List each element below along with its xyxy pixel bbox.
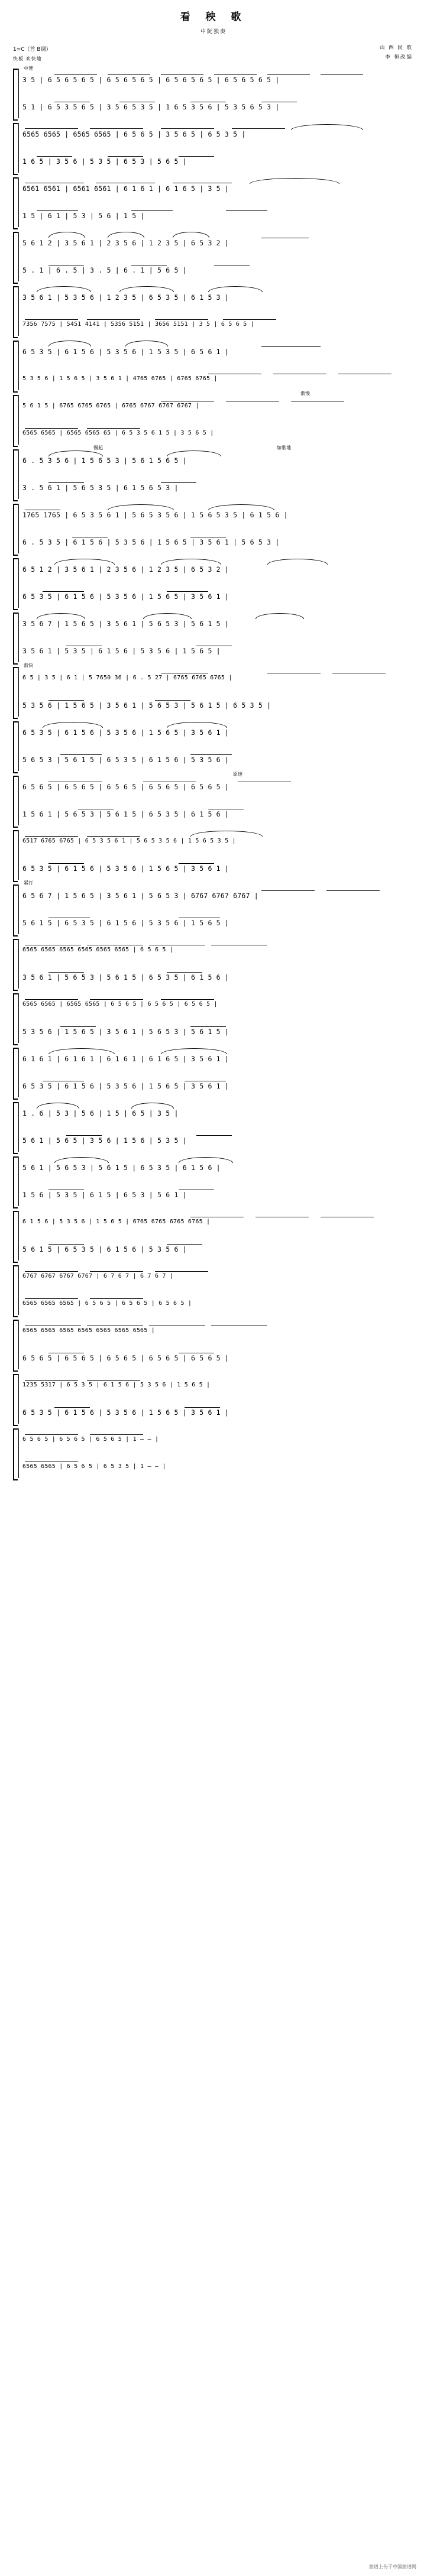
note-row: 5 6 1 5 | 6 5 3 5 | 6 1 5 6 | 5 3 5 6 | bbox=[22, 1245, 187, 1253]
expression-marking: 中速 bbox=[24, 66, 33, 71]
note-row: 3 5 6 1 | 5 3 5 | 6 1 5 6 | 5 3 5 6 | 1 5 6 5 | bbox=[22, 647, 221, 655]
note-row: 6561 6561 | 6561 6561 | 6 1 6 1 | 6 1 6 5 | 3 5 | bbox=[22, 184, 229, 193]
staff-lower bbox=[13, 311, 414, 338]
note-row: 6565 6565 | 6 5 6 5 | 6 5 3 5 | 1 — — | bbox=[22, 1463, 166, 1470]
site-watermark: 曲谱上传于中国曲谱网 bbox=[369, 2564, 416, 2569]
staff-upper bbox=[13, 393, 414, 420]
music-system bbox=[13, 773, 414, 828]
music-system bbox=[13, 991, 414, 1045]
note-row: 5 3 5 6 | 1 5 6 5 | 3 5 6 1 | 5 6 5 3 | 5 6 1 5 | 6 5 3 5 | bbox=[22, 701, 271, 709]
staff-upper bbox=[13, 719, 414, 746]
music-system bbox=[13, 284, 414, 338]
note-row: 1235 5317 | 6 5 3 5 | 6 1 5 6 | 5 3 5 6 | 1 5 6 5 | bbox=[22, 1382, 211, 1388]
staff-upper bbox=[13, 991, 414, 1018]
note-row: 1 6 5 | 3 5 6 | 5 3 5 | 6 5 3 | 5 6 5 | bbox=[22, 157, 187, 166]
staff-lower bbox=[13, 365, 414, 393]
staff-upper bbox=[13, 1317, 414, 1344]
note-row: 6 1 6 1 | 6 1 6 1 | 6 1 6 1 | 6 1 6 5 | 3 5 6 1 | bbox=[22, 1055, 229, 1063]
credit-arranger: 李 恒改编 bbox=[385, 54, 413, 60]
music-system bbox=[13, 338, 414, 393]
music-system bbox=[13, 1317, 414, 1372]
staff-upper bbox=[13, 1426, 414, 1453]
staff-upper bbox=[13, 556, 414, 583]
note-row: 6 . 5 3 5 | 6 1 5 6 | 5 3 5 6 | 1 5 6 5 | 3 5 6 1 | 5 6 5 3 | bbox=[22, 538, 280, 546]
staff-upper bbox=[13, 447, 414, 474]
note-row: 5 6 1 5 | 6765 6765 6765 | 6765 6767 6767 6767 | bbox=[22, 403, 199, 409]
staff-lower bbox=[13, 1072, 414, 1100]
music-system bbox=[13, 175, 414, 229]
staff-lower bbox=[13, 420, 414, 447]
note-row: 6 5 3 5 | 6 1 5 6 | 5 3 5 6 | 1 5 3 5 | 6 5 6 1 | bbox=[22, 348, 229, 356]
note-row: 5 . 1 | 6 . 5 | 3 . 5 | 6 . 1 | 5 6 5 | bbox=[22, 266, 187, 274]
staff-lower bbox=[13, 692, 414, 719]
music-system bbox=[13, 1045, 414, 1100]
staff-upper bbox=[13, 501, 414, 529]
staff-upper bbox=[13, 1045, 414, 1072]
music-system bbox=[13, 556, 414, 610]
staff-upper bbox=[13, 773, 414, 801]
page-subtitle: 中阮独奏 bbox=[200, 29, 227, 35]
staff-lower bbox=[13, 529, 414, 556]
staff-lower bbox=[13, 1181, 414, 1208]
note-row: 6 5 3 5 | 6 1 5 6 | 5 3 5 6 | 1 5 6 5 | 3 5 6 1 | bbox=[22, 864, 229, 873]
staff-upper bbox=[13, 121, 414, 148]
staff-upper bbox=[13, 284, 414, 311]
expression-marking: 慢起 bbox=[93, 445, 103, 451]
staff-lower bbox=[13, 964, 414, 991]
staff-upper bbox=[13, 937, 414, 964]
note-row: 3 5 | 6 5 6 5 6 5 | 6 5 6 5 6 5 | 6 5 6 5 6 5 | 6 5 6 5 6 5 | bbox=[22, 76, 280, 84]
music-system bbox=[13, 828, 414, 882]
staff-lower bbox=[13, 1399, 414, 1426]
staff-upper bbox=[13, 229, 414, 257]
staff-upper bbox=[13, 338, 414, 365]
note-row: 5 1 | 6 5 3 5 6 5 | 3 5 6 5 3 5 | 1 6 5 3 5 6 | 5 3 5 6 5 3 | bbox=[22, 103, 280, 111]
expression-marking: 紧打 bbox=[24, 880, 33, 886]
note-row: 3 5 6 7 | 1 5 6 5 | 3 5 6 1 | 5 6 5 3 | 5 6 1 5 | bbox=[22, 620, 229, 628]
note-row: 6 5 1 2 | 3 5 6 1 | 2 3 5 6 | 1 2 3 5 | 6 5 3 2 | bbox=[22, 565, 229, 573]
staff-upper bbox=[13, 175, 414, 202]
note-row: 5 6 1 | 5 6 5 3 | 5 6 1 5 | 6 5 3 5 | 6 1 5 6 | bbox=[22, 1164, 221, 1172]
note-row: 6 5 6 5 | 6 5 6 5 | 6 5 6 5 | 6 5 6 5 | 6 5 6 5 | bbox=[22, 783, 229, 791]
expression-marking: 渐快 bbox=[24, 663, 33, 668]
note-row: 6 1 5 6 | 5 3 5 6 | 1 5 6 5 | 6765 6765 6765 6765 | bbox=[22, 1219, 211, 1225]
music-system bbox=[13, 229, 414, 284]
note-row: 6767 6767 6767 6767 | 6 7 6 7 | 6 7 6 7 | bbox=[22, 1273, 174, 1279]
credit-source: 山 西 民 歌 bbox=[379, 45, 413, 51]
staff-upper bbox=[13, 1263, 414, 1290]
music-system bbox=[13, 1208, 414, 1263]
staff-lower bbox=[13, 801, 414, 828]
staff-upper bbox=[13, 610, 414, 637]
note-row: 5 6 5 3 | 5 6 1 5 | 6 5 3 5 | 6 1 5 6 | 5 3 5 6 | bbox=[22, 756, 229, 764]
staff-lower bbox=[13, 1018, 414, 1045]
staff-lower bbox=[13, 1344, 414, 1372]
staff-lower bbox=[13, 583, 414, 610]
staff-upper bbox=[13, 1154, 414, 1181]
music-system bbox=[13, 501, 414, 556]
staff-lower bbox=[13, 202, 414, 229]
music-systems bbox=[0, 66, 427, 1480]
staff-lower bbox=[13, 1236, 414, 1263]
music-system bbox=[13, 882, 414, 937]
note-row: 6 5 6 5 | 6 5 6 5 | 6 5 6 5 | 1 — — | bbox=[22, 1436, 159, 1443]
music-system bbox=[13, 393, 414, 447]
staff-lower bbox=[13, 93, 414, 121]
note-row: 1 . 6 | 5 3 | 5 6 | 1 5 | 6 5 | 3 5 | bbox=[22, 1109, 179, 1117]
note-row: 1 5 | 6 1 | 5 3 | 5 6 | 1 5 | bbox=[22, 212, 145, 220]
staff-upper bbox=[13, 882, 414, 909]
staff-lower bbox=[13, 1290, 414, 1317]
staff-lower bbox=[13, 909, 414, 937]
staff-lower bbox=[13, 855, 414, 882]
note-row: 5 6 1 5 | 6 5 3 5 | 6 1 5 6 | 5 3 5 6 | 1 5 6 5 | bbox=[22, 919, 229, 927]
staff-lower bbox=[13, 637, 414, 665]
note-row: 3 5 6 1 | 5 3 5 6 | 1 2 3 5 | 6 5 3 5 | 6 1 5 3 | bbox=[22, 293, 229, 302]
note-row: 6565 6565 | 6565 6565 65 | 6 5 3 5 6 1 5 | 3 5 6 5 | bbox=[22, 430, 214, 436]
staff-upper bbox=[13, 1208, 414, 1236]
expression-marking: 原速 bbox=[233, 772, 242, 777]
note-row: 6565 6565 6565 6565 6565 6565 6565 | bbox=[22, 1327, 155, 1334]
staff-upper bbox=[13, 66, 414, 93]
note-row: 6 5 6 5 | 6 5 6 5 | 6 5 6 5 | 6 5 6 5 | 6 5 6 5 | bbox=[22, 1354, 229, 1362]
music-system bbox=[13, 1372, 414, 1426]
music-system bbox=[13, 1426, 414, 1480]
note-row: 1765 1765 | 6 5 3 5 6 1 | 5 6 5 3 5 6 | 1 5 6 5 3 5 | 6 1 5 6 | bbox=[22, 511, 288, 519]
staff-lower bbox=[13, 474, 414, 501]
staff-upper bbox=[13, 665, 414, 692]
note-row: 6517 6765 6765 | 6 5 3 5 6 1 | 5 6 5 3 5 6 | 1 5 6 5 3 5 | bbox=[22, 838, 236, 844]
page-title: 看 秧 歌 bbox=[180, 11, 247, 23]
note-row: 5 3 5 6 | 1 5 6 5 | 3 5 6 1 | 5 6 5 3 | 5 6 1 5 | bbox=[22, 1028, 229, 1036]
music-system bbox=[13, 1100, 414, 1154]
music-system bbox=[13, 121, 414, 175]
music-system bbox=[13, 937, 414, 991]
staff-lower bbox=[13, 1453, 414, 1480]
note-row: 6 5 3 5 | 6 1 5 6 | 5 3 5 6 | 1 5 6 5 | 3 5 6 1 | bbox=[22, 1082, 229, 1090]
tempo-marking: 快板 欢快地 bbox=[13, 56, 42, 61]
key-signature: 1=C（首 B调） bbox=[13, 47, 51, 53]
music-system bbox=[13, 665, 414, 719]
music-system bbox=[13, 1154, 414, 1208]
music-system bbox=[13, 447, 414, 501]
staff-lower bbox=[13, 148, 414, 175]
note-row: 7356 7575 | 5451 4141 | 5356 5151 | 3656 5151 | 3 5 | 6 5 6 5 | bbox=[22, 321, 254, 328]
staff-lower bbox=[13, 1127, 414, 1154]
staff-upper bbox=[13, 1372, 414, 1399]
note-row: 6565 6565 6565 6565 6565 6565 | 6 5 6 5 | bbox=[22, 947, 174, 953]
note-row: 6 5 3 5 | 6 1 5 6 | 5 3 5 6 | 1 5 6 5 | 3 5 6 1 | bbox=[22, 728, 229, 737]
note-row: 5 3 5 6 | 1 5 6 5 | 3 5 6 1 | 4765 6765 | 6765 6765 | bbox=[22, 375, 218, 382]
note-row: 1 5 6 1 | 5 6 5 3 | 5 6 1 5 | 6 5 3 5 | 6 1 5 6 | bbox=[22, 810, 229, 818]
staff-lower bbox=[13, 746, 414, 773]
music-system bbox=[13, 610, 414, 665]
music-system bbox=[13, 719, 414, 773]
note-row: 6565 6565 | 6565 6565 | 6 5 6 5 | 3 5 6 5 | 6 5 3 5 | bbox=[22, 130, 246, 138]
note-row: 6 5 3 5 | 6 1 5 6 | 5 3 5 6 | 1 5 6 5 | 3 5 6 1 | bbox=[22, 592, 229, 601]
note-row: 6 5 | 3 5 | 6 1 | 5 7650 36 | 6 . 5 27 | 6765 6765 6765 | bbox=[22, 675, 232, 681]
note-row: 3 . 5 6 1 | 5 6 5 3 5 | 6 1 5 6 5 3 | bbox=[22, 484, 179, 492]
expression-marking: 渐慢 bbox=[300, 391, 310, 396]
note-row: 1 5 6 | 5 3 5 | 6 1 5 | 6 5 3 | 5 6 1 | bbox=[22, 1191, 187, 1199]
staff-upper bbox=[13, 1100, 414, 1127]
expression-marking: 如歌地 bbox=[277, 445, 291, 451]
note-row: 6565 6565 | 6565 6565 | 6 5 6 5 | 6 5 6 5 | 6 5 6 5 | bbox=[22, 1001, 218, 1007]
note-row: 6 . 5 3 5 6 | 1 5 6 5 3 | 5 6 1 5 6 5 | bbox=[22, 456, 187, 465]
note-row: 5 6 1 | 5 6 5 | 3 5 6 | 1 5 6 | 5 3 5 | bbox=[22, 1136, 187, 1145]
note-row: 6565 6565 6565 | 6 5 6 5 | 6 5 6 5 | 6 5 6 5 | bbox=[22, 1300, 192, 1307]
note-row: 5 6 1 2 | 3 5 6 1 | 2 3 5 6 | 1 2 3 5 | 6 5 3 2 | bbox=[22, 239, 229, 247]
music-system bbox=[13, 66, 414, 121]
note-row: 6 5 3 5 | 6 1 5 6 | 5 3 5 6 | 1 5 6 5 | 3 5 6 1 | bbox=[22, 1408, 229, 1417]
staff-lower bbox=[13, 257, 414, 284]
music-system bbox=[13, 1263, 414, 1317]
staff-upper bbox=[13, 828, 414, 855]
note-row: 3 5 6 1 | 5 6 5 3 | 5 6 1 5 | 6 5 3 5 | 6 1 5 6 | bbox=[22, 973, 229, 981]
note-row: 6 5 6 7 | 1 5 6 5 | 3 5 6 1 | 5 6 5 3 | 6767 6767 6767 | bbox=[22, 892, 258, 900]
